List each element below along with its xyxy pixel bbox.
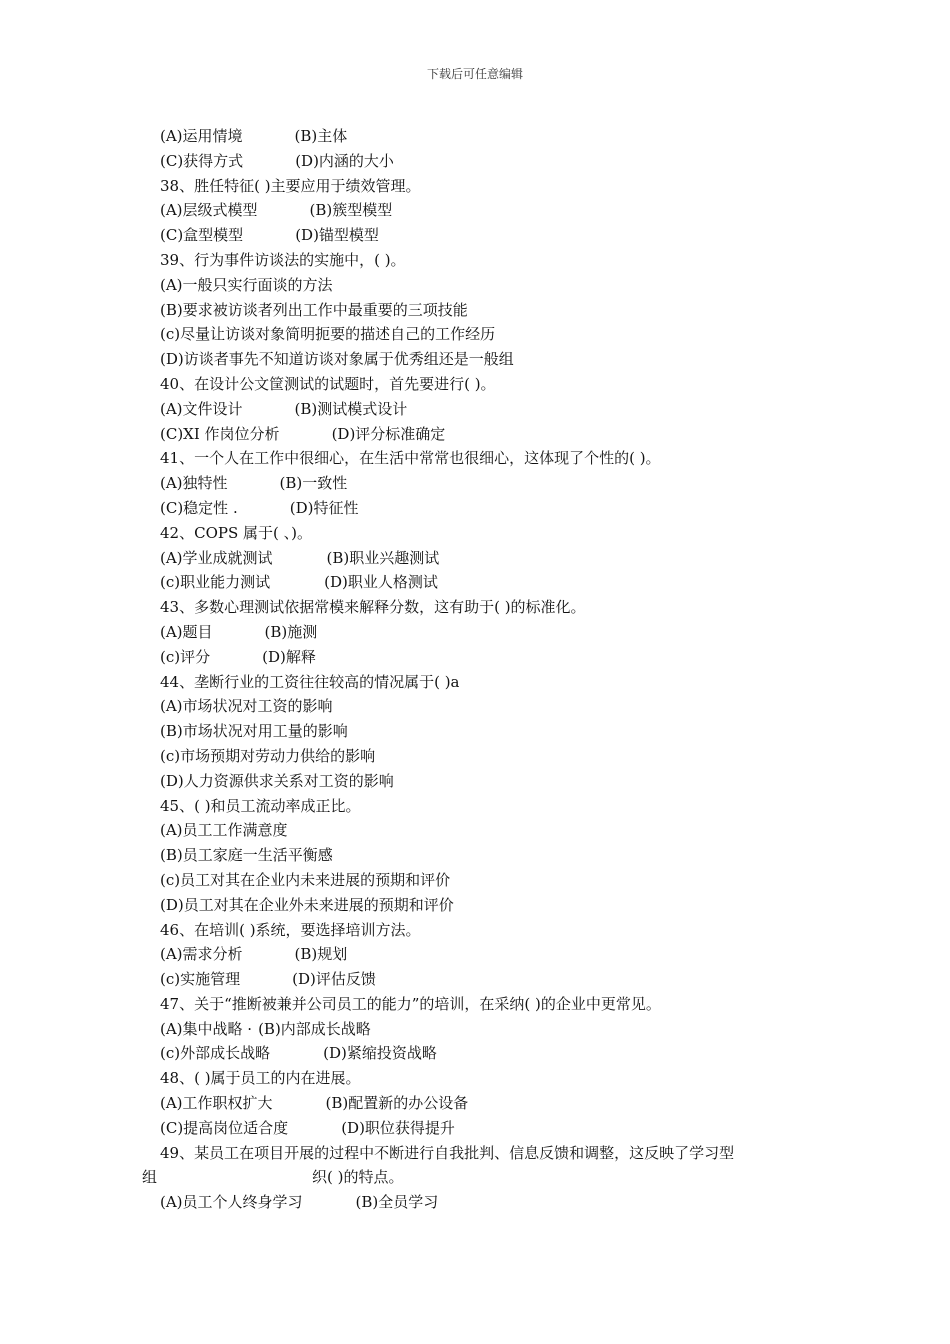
- option-row: [160, 620, 840, 645]
- option-b: (B)市场状况对用工量的影响: [160, 722, 348, 741]
- option-row: [160, 422, 840, 447]
- option-c: (c)实施管理: [160, 970, 241, 989]
- option-a: (A)文件设计: [160, 399, 243, 418]
- option-row: [160, 149, 840, 174]
- option-a: (A)题目: [160, 622, 213, 641]
- option-d: (D)紧缩投资战略: [323, 1044, 437, 1063]
- option-c: (C)获得方式: [160, 151, 244, 170]
- option-d: (D)锚型模型: [295, 226, 379, 245]
- option-b: (B)配置新的办公设备: [325, 1094, 469, 1113]
- option-row: [160, 1116, 840, 1141]
- option-row: [160, 967, 840, 992]
- question-38: 38、胜任特征( )主要应用于绩效管理。: [160, 176, 421, 195]
- question-49: 49、某员工在项目开展的过程中不断进行自我批判、信息反馈和调整，这反映了学习型: [160, 1143, 735, 1162]
- option-row: [160, 1041, 840, 1066]
- question-49-continued: [142, 1165, 840, 1190]
- question-47: 47、关于“推断被兼并公司员工的能力”的培训，在采纳( )的企业中更常见。: [160, 994, 661, 1013]
- option-c: (c)市场预期对劳动力供给的影响: [160, 746, 376, 765]
- option-d: (D)员工对其在企业外未来进展的预期和评价: [160, 895, 454, 914]
- option-b: (B)测试模式设计: [294, 399, 408, 418]
- option-row: [160, 223, 840, 248]
- option-a: (A)独特性: [160, 474, 228, 493]
- question-49-wrap-a: 组: [142, 1168, 158, 1187]
- option-row: [160, 1190, 840, 1215]
- option-a: (A)运用情境: [160, 127, 243, 145]
- option-row: [160, 124, 840, 149]
- option-row: [160, 471, 840, 496]
- option-b: (B)全员学习: [355, 1193, 439, 1212]
- option-b: (B)内部成长战略: [258, 1019, 371, 1038]
- option-a: (A)市场状况对工资的影响: [160, 697, 333, 716]
- question-40: 40、在设计公文筐测试的试题时，首先要进行( )。: [160, 374, 496, 393]
- option-b: (B)施测: [264, 622, 318, 641]
- option-b: (B)规划: [294, 945, 348, 964]
- option-a: (A)工作职权扩大: [160, 1094, 273, 1113]
- option-d: (D)人力资源供求关系对工资的影响: [160, 771, 394, 790]
- option-d: (D)评估反馈: [292, 970, 376, 989]
- question-49-wrap-b: 织( )的特点。: [312, 1168, 404, 1187]
- option-b: (B)职业兴趣测试: [326, 548, 440, 567]
- option-row: [160, 645, 840, 670]
- option-c: (c)职业能力测试: [160, 573, 271, 592]
- option-c: (c)评分: [160, 647, 211, 666]
- page-header: 下载后可任意编辑: [426, 67, 523, 81]
- option-a: (A)员工个人终身学习: [160, 1193, 303, 1212]
- question-list: [142, 124, 840, 1215]
- question-48: 48、( )属于员工的内在进展。: [160, 1069, 361, 1088]
- option-b: (B)主体: [294, 127, 348, 145]
- option-c: (C)XI 作岗位分析: [160, 424, 280, 443]
- question-43: 43、多数心理测试依据常模来解释分数，这有助于( )的标准化。: [160, 598, 586, 617]
- option-row: [160, 942, 840, 967]
- option-a: (A)集中战略 ·: [160, 1019, 253, 1038]
- option-d: (D)内涵的大小: [295, 151, 394, 170]
- option-b: (B)一致性: [279, 474, 348, 493]
- option-row: [160, 198, 840, 223]
- option-d: (D)职业人格测试: [324, 573, 438, 592]
- option-d: (D)特征性: [289, 498, 359, 517]
- option-a: (A)需求分析: [160, 945, 243, 964]
- option-row: [160, 397, 840, 422]
- option-c: (C)提高岗位适合度: [160, 1118, 289, 1137]
- option-row: [160, 1017, 840, 1042]
- question-42: 42、COPS 属于( 、)。: [160, 523, 312, 542]
- option-row: [160, 1091, 840, 1116]
- option-a: (A)学业成就测试: [160, 548, 273, 567]
- question-41: 41、一个人在工作中很细心，在生活中常常也很细心，这体现了个性的( )。: [160, 449, 661, 468]
- option-d: (D)评分标准确定: [331, 424, 446, 443]
- option-row: [160, 546, 840, 571]
- option-a: (A)层级式模型: [160, 201, 258, 220]
- option-a: (A)员工工作满意度: [160, 821, 288, 840]
- option-b: (B)簇型模型: [309, 201, 393, 220]
- option-d: (D)访谈者事先不知道访谈对象属于优秀组还是一般组: [160, 350, 514, 369]
- question-44: 44、垄断行业的工资往往较高的情况属于( )a: [160, 672, 460, 691]
- option-b: (B)员工家庭一生活平衡感: [160, 846, 333, 865]
- question-39: 39、行为事件访谈法的实施中，( )。: [160, 250, 406, 269]
- option-c: (C)稳定性 .: [160, 498, 238, 517]
- option-row: [160, 570, 840, 595]
- option-row: [160, 496, 840, 521]
- question-46: 46、在培训( )系统，要选择培训方法。: [160, 920, 421, 939]
- option-c: (c)尽量让访谈对象简明扼要的描述自己的工作经历: [160, 325, 496, 344]
- option-a: (A)一般只实行面谈的方法: [160, 275, 333, 294]
- option-c: (c)外部成长战略: [160, 1044, 271, 1063]
- question-45: 45、( )和员工流动率成正比。: [160, 796, 361, 815]
- option-c: (C)盒型模型: [160, 226, 244, 245]
- option-d: (D)解释: [262, 647, 316, 666]
- option-b: (B)要求被访谈者列出工作中最重要的三项技能: [160, 300, 468, 319]
- option-c: (c)员工对其在企业内未来进展的预期和评价: [160, 870, 451, 889]
- option-d: (D)职位获得提升: [341, 1118, 455, 1137]
